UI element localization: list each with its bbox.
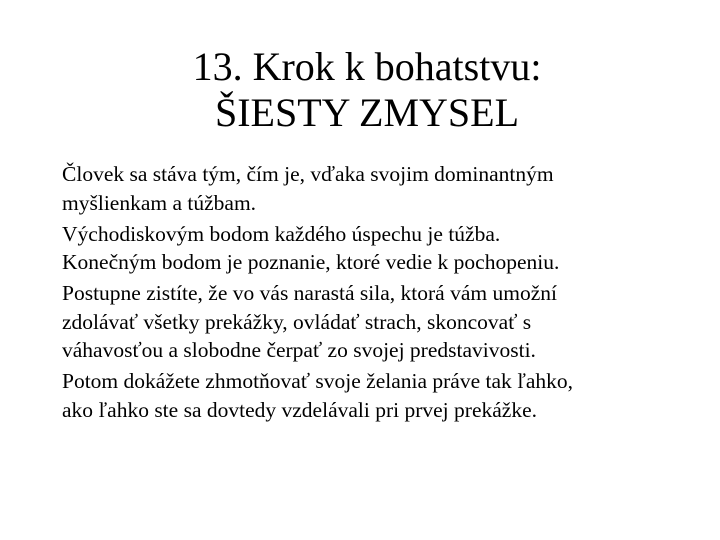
paragraph-line: váhavosťou a slobodne čerpať zo svojej predstavivosti. [62,338,536,362]
title-line: 13. Krok k bohatstvu: [192,44,542,89]
slide-body-text [62,160,718,427]
paragraph-line: zdolávať všetky prekážky, ovládať strach, skoncovať s [62,309,532,334]
paragraph-line: Postupne zistíte, že vo vás narastá sila, ktorá vám umožní [62,281,557,305]
title-line: ŠIESTY ZMYSEL [214,90,520,135]
paragraph-line: myšlienkam a túžbam. [62,190,257,215]
paragraph-line: Potom dokážete zhmotňovať svoje želania práve tak ľahko, [62,369,574,393]
slide-title [0,44,720,136]
paragraph [62,160,718,217]
paragraph-line: Konečným bodom je poznanie, ktoré vedie k pochopeniu. [62,250,560,274]
paragraph-line: ako ľahko ste sa dovtedy vzdelávali pri prvej prekážke. [62,397,537,422]
paragraph [62,279,718,365]
paragraph [62,220,718,277]
paragraph-line: Človek sa stáva tým, čím je, vďaka svojim dominantným [62,162,554,186]
paragraph [62,367,718,424]
paragraph-line: Východiskovým bodom každého úspechu je túžba. [62,221,501,246]
